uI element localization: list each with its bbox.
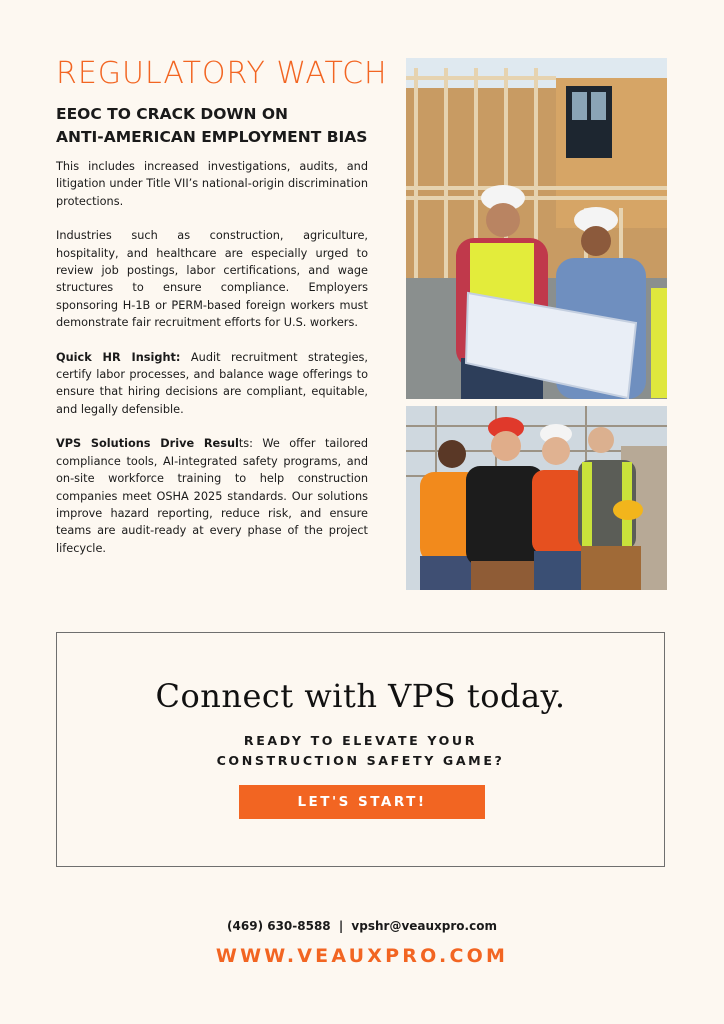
cta-subtitle [57,731,664,771]
article-headline [56,103,386,149]
lets-start-button[interactable]: LET'S START! [239,785,485,819]
construction-site-photo [406,58,667,399]
hr-insight-lead: Quick HR Insight: [56,350,181,364]
website-link[interactable]: WWW.VEAUXPRO.COM [215,945,509,967]
paragraph-hr-insight [56,349,368,419]
contact-line [0,919,724,933]
vps-solutions-lead: VPS Solutions Drive Resul [56,437,239,451]
vps-solutions-text: ts: We offer tailored compliance tools, AI-integrated safety programs, and on-site workforce training to help construction companies meet OSHA 2025 standards. Our solutions improve hazard reporting, reduce risk, and ensure teams are audit-ready at every phase of the project lifecycle. [56,437,368,555]
email-link[interactable]: vpshr@veauxpro.com [351,919,497,933]
headline-line-2: ANTI-AMERICAN EMPLOYMENT BIAS [56,128,368,146]
contact-separator: | [338,919,344,933]
hr-insight-text: Audit recruitment strategies, certify labor processes, and balance wage offerings to ensure that hiring decisions are compliant, equitable, and legally defensible. [56,350,368,416]
headline-line-1: EEOC TO CRACK DOWN ON [56,105,289,123]
paragraph-vps-solutions [56,435,368,557]
paragraph-investigations: This includes increased investigations, audits, and litigation under Title VII’s national-origin discrimination protections. [56,160,368,208]
cta-title: Connect with VPS today. [155,677,566,715]
article-body [56,158,368,574]
website-footer [0,945,724,967]
phone-link[interactable]: (469) 630-8588 [227,919,331,933]
section-kicker: REGULATORY WATCH [56,56,388,91]
cta-subtitle-line-2: CONSTRUCTION SAFETY GAME? [216,753,505,768]
paragraph-industries: Industries such as construction, agriculture, hospitality, and healthcare are especially urged to review job postings, labor certifications, and wage structures to ensure compliance. Employers sponsoring H-1B or PERM-based foreign workers must demonstrate fair recruitment efforts for U.S. workers. [56,229,368,330]
cta-subtitle-line-1: READY TO ELEVATE YOUR [243,733,478,748]
construction-crew-photo [406,406,667,590]
cta-panel [56,632,665,867]
